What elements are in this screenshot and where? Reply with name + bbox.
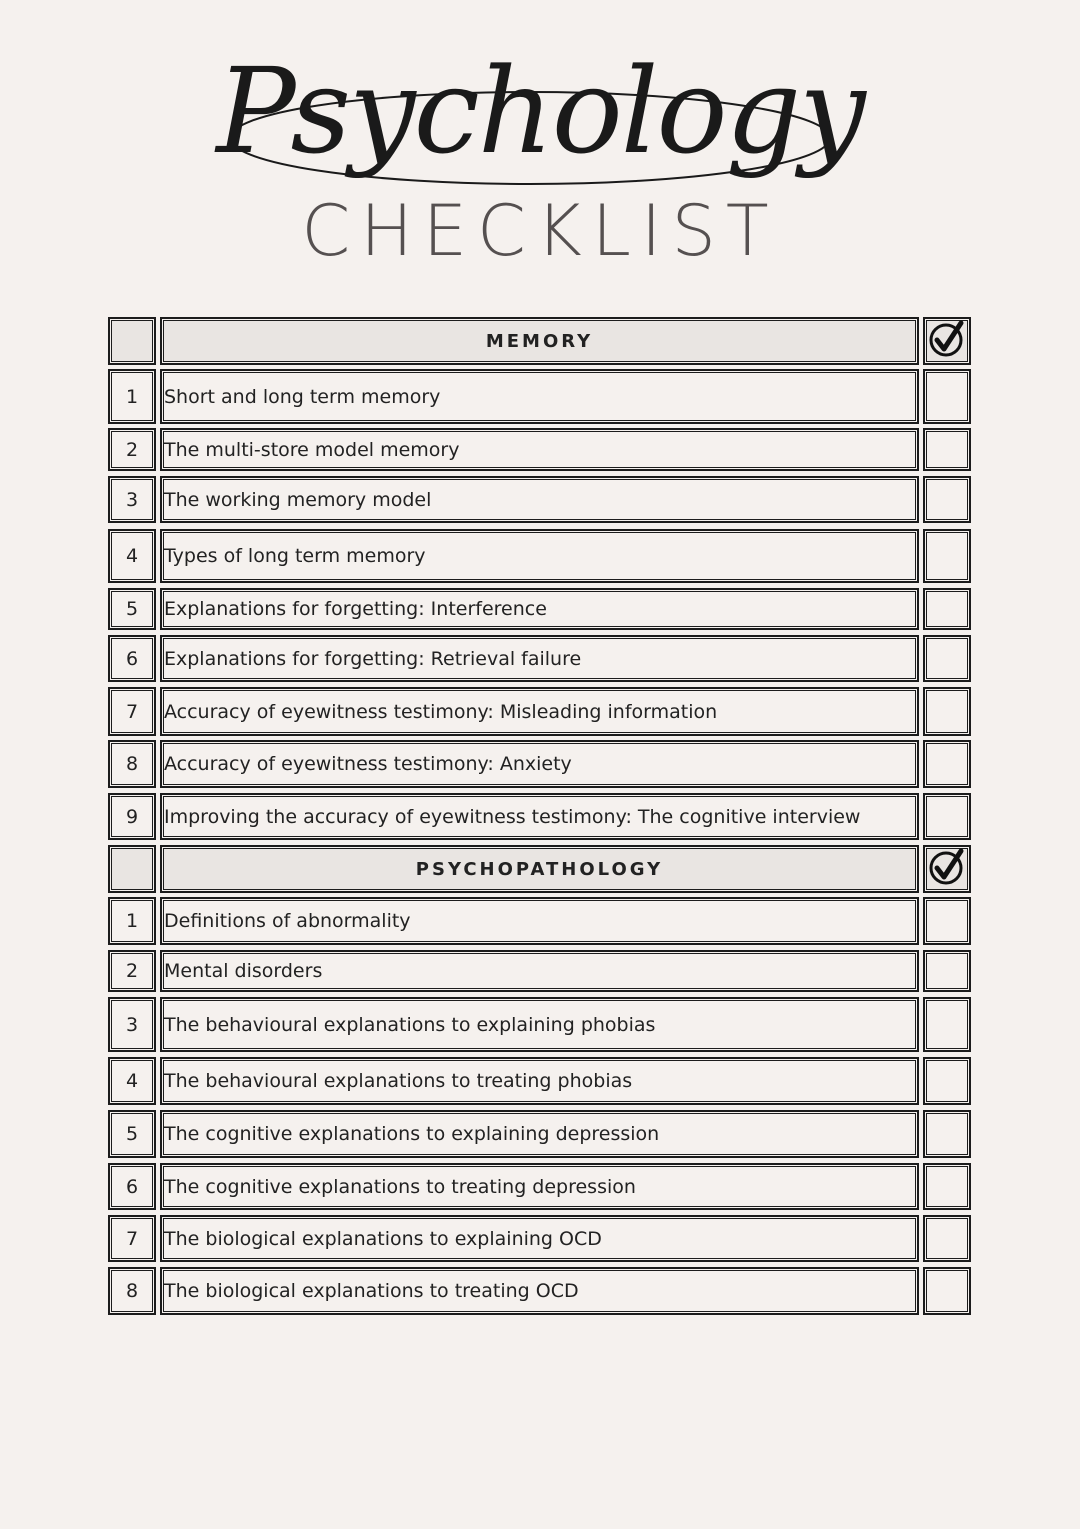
item-number: 2 [108,950,156,992]
item-text: Short and long term memory [160,369,919,424]
item-text: Improving the accuracy of eyewitness testimony: The cognitive interview [160,793,919,840]
checklist-row [108,1163,971,1210]
item-checkbox[interactable] [923,635,971,682]
item-checkbox[interactable] [923,369,971,424]
item-text: The biological explanations to explaining OCD [160,1215,919,1262]
section-header [108,317,971,365]
item-text: The multi-store model memory [160,428,919,471]
item-number: 1 [108,369,156,424]
item-checkbox[interactable] [923,1215,971,1262]
item-number: 5 [108,588,156,630]
item-text: The working memory model [160,476,919,523]
item-checkbox[interactable] [923,1267,971,1315]
checklist-row [108,997,971,1052]
item-checkbox[interactable] [923,1163,971,1210]
item-number: 4 [108,1057,156,1105]
item-checkbox[interactable] [923,740,971,788]
checklist-row [108,1057,971,1105]
checklist-row [108,369,971,424]
checklist-title: CHECKLIST [301,190,779,272]
circled-check-icon [927,847,967,891]
item-text: The biological explanations to treating OCD [160,1267,919,1315]
item-checkbox[interactable] [923,588,971,630]
checklist-row [108,950,971,992]
item-checkbox[interactable] [923,687,971,736]
checklist-row [108,1110,971,1158]
item-checkbox[interactable] [923,476,971,523]
item-checkbox[interactable] [923,950,971,992]
section-heading: MEMORY [160,317,919,365]
header-check-cell [923,317,971,365]
item-text: Explanations for forgetting: Retrieval failure [160,635,919,682]
item-number: 7 [108,687,156,736]
item-text: The behavioural explanations to treating phobias [160,1057,919,1105]
checklist-row [108,588,971,630]
checklist-row [108,635,971,682]
checklist-row [108,529,971,583]
item-checkbox[interactable] [923,997,971,1052]
item-text: Mental disorders [160,950,919,992]
item-checkbox[interactable] [923,1057,971,1105]
item-number: 8 [108,740,156,788]
item-text: Explanations for forgetting: Interference [160,588,919,630]
item-text: The cognitive explanations to explaining depression [160,1110,919,1158]
item-checkbox[interactable] [923,428,971,471]
item-number: 6 [108,635,156,682]
item-number: 3 [108,997,156,1052]
item-checkbox[interactable] [923,1110,971,1158]
item-text: Accuracy of eyewitness testimony: Anxiety [160,740,919,788]
item-text: Types of long term memory [160,529,919,583]
checklist-row [108,428,971,471]
header-num-cell [108,317,156,365]
checklist-row [108,897,971,945]
header-check-cell [923,845,971,893]
header-num-cell [108,845,156,893]
script-title: Psychology [216,42,864,180]
checklist-row [108,1215,971,1262]
section-header [108,845,971,893]
item-number: 6 [108,1163,156,1210]
checklist-row [108,793,971,840]
item-checkbox[interactable] [923,897,971,945]
item-number: 5 [108,1110,156,1158]
item-text: The cognitive explanations to treating depression [160,1163,919,1210]
checklist-row [108,476,971,523]
item-number: 3 [108,476,156,523]
item-number: 2 [108,428,156,471]
item-checkbox[interactable] [923,529,971,583]
checklist-row [108,740,971,788]
item-text: The behavioural explanations to explaining phobias [160,997,919,1052]
item-number: 4 [108,529,156,583]
item-number: 7 [108,1215,156,1262]
item-text: Definitions of abnormality [160,897,919,945]
section-heading: PSYCHOPATHOLOGY [160,845,919,893]
item-number: 8 [108,1267,156,1315]
circled-check-icon [927,319,967,363]
checklist-row [108,1267,971,1315]
title-block [0,0,1080,280]
item-checkbox[interactable] [923,793,971,840]
checklist-row [108,687,971,736]
item-number: 1 [108,897,156,945]
item-text: Accuracy of eyewitness testimony: Misleading information [160,687,919,736]
item-number: 9 [108,793,156,840]
